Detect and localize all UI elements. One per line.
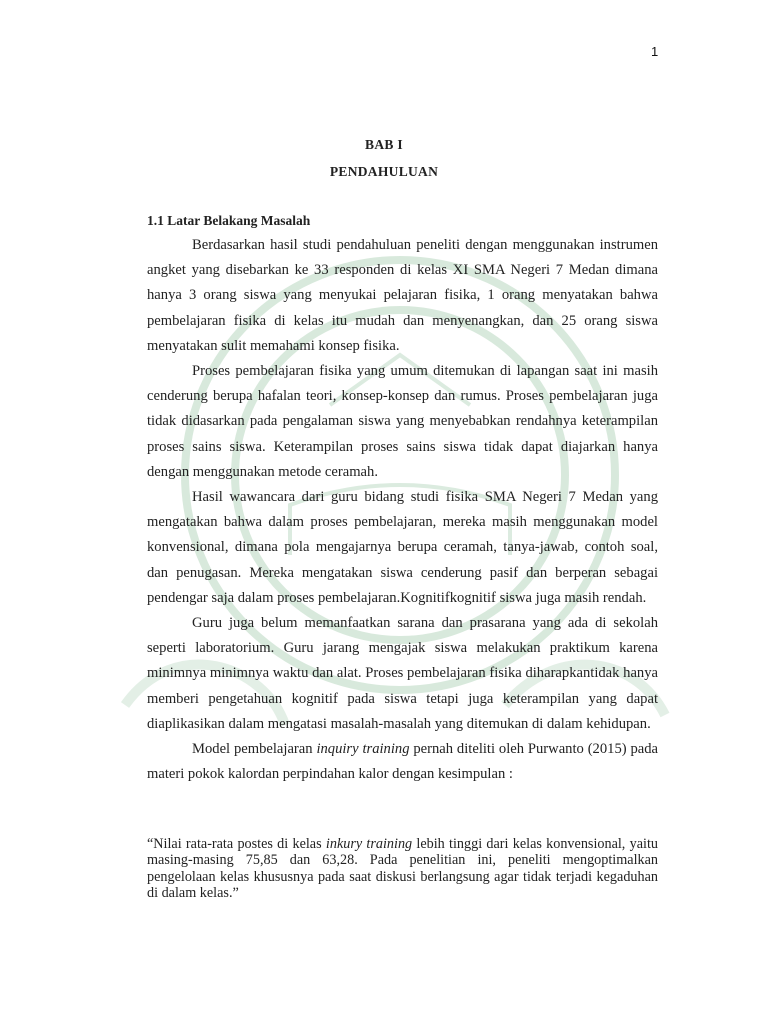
paragraph: Berdasarkan hasil studi pendahuluan peneliti dengan menggunakan instrumen angket yang disebarkan ke 33 responden di kelas XI SMA Negeri 7 Medan dimana hanya 3 orang siswa yang menyukai pelajaran fisika, 1 orang menyatakan bahwa pembelajaran fisika di kelas itu mudah dan menyenangkan, dan 25 orang siswa menyatakan sulit memahami konsep fisika. — [147, 237, 658, 354]
block-quote — [147, 836, 658, 902]
section-heading: 1.1 Latar Belakang Masalah — [147, 213, 311, 228]
emphasis-term: inquiry training — [316, 741, 410, 758]
page-number: 1 — [651, 44, 659, 59]
chapter-title: PENDAHULUAN — [329, 164, 439, 179]
paragraph: Guru juga belum memanfaatkan sarana dan prasarana yang ada di sekolah seperti laboratorium. Guru jarang mengajak siswa melakukan praktikum karena minimnya minimnya waktu dan alat. Proses pembelajaran fisika diharapkantidak hanya memberi pengetahuan kognitif pada siswa tetapi juga keterampilan yang dapat diaplikasikan dalam mengatasi masalah-masalah yang ditemukan di dalam kehidupan. — [147, 615, 658, 732]
quote-text: lebih tinggi dari kelas konvensional, yaitu masing-masing 75,85 dan 63,28. Pada penelitian ini, peneliti mengoptimalkan pengelolaan kelas khususnya pada saat diskusi berlangsung agar tidak terjadi kegaduhan di dalam kelas.” — [147, 836, 658, 902]
paragraph — [147, 737, 658, 787]
body-text — [147, 233, 658, 787]
paragraph: Hasil wawancara dari guru bidang studi fisika SMA Negeri 7 Medan yang mengatakan bahwa dalam proses pembelajaran, mereka masih menggunakan model konvensional, dimana pola mengajarnya berupa ceramah, tanya-jawab, contoh soal, dan penugasan. Mereka mengatakan siswa cenderung pasif dan berperan sebagai pendengar saja dalam proses pembelajaran.Kognitifkognitif siswa juga masih rendah. — [147, 489, 658, 606]
quote-text: “Nilai rata-rata postes di kelas — [147, 836, 326, 852]
chapter-label: BAB I — [365, 137, 403, 152]
emphasis-term: inkury training — [325, 836, 413, 852]
paragraph-text: pernah diteliti oleh Purwanto (2015) pada materi pokok kalordan perpindahan kalor dengan kesimpulan : — [147, 741, 659, 783]
paragraph-text: Model pembelajaran — [192, 741, 317, 758]
paragraph: Proses pembelajaran fisika yang umum ditemukan di lapangan saat ini masih cenderung berupa hafalan teori, konsep-konsep dan rumus. Proses pembelajaran juga tidak didasarkan pada pengalaman siswa yang menyebabkan rendahnya keterampilan proses sains siswa. Keterampilan proses sains siswa tidak dapat diajarkan hanya dengan menggunakan metode ceramah. — [147, 363, 658, 480]
